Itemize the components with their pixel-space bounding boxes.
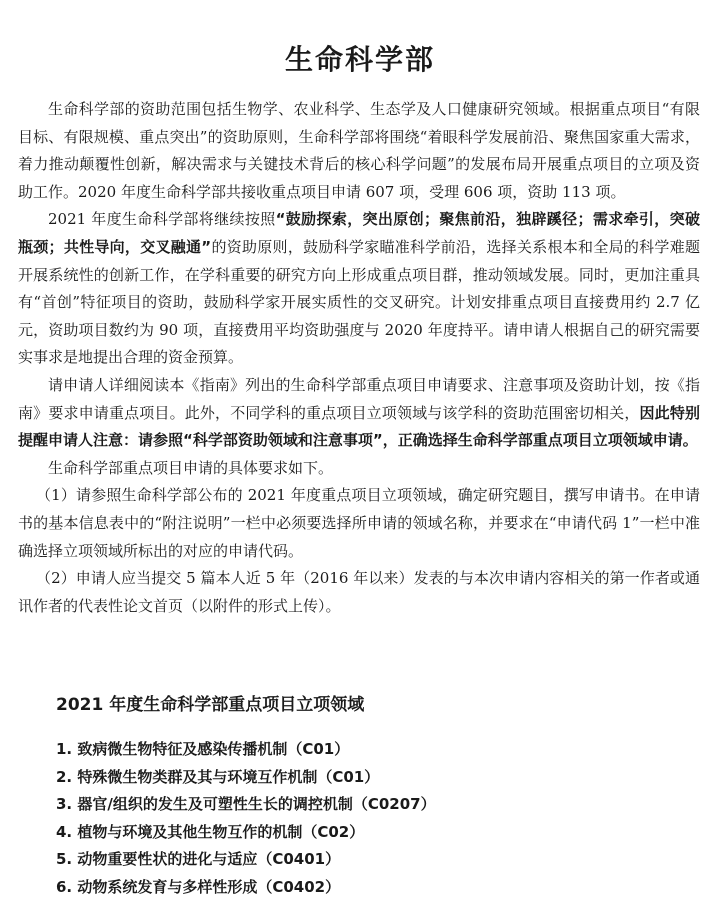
guide-notice-bold-text: 因此特别提醒申请人注意：请参照“科学部资助领域和注意事项”，正确选择生命科学部重点项目立项领域申请。 (18, 403, 700, 450)
list-item: 2. 特殊微生物类群及其与环境互作机制（C01） (56, 767, 380, 786)
list-item: 5. 动物重要性状的进化与适应（C0401） (56, 850, 341, 869)
areas-list (56, 736, 436, 902)
principles-text-lead: 2021 年度生命科学部将继续按照 (48, 210, 276, 229)
guide-notice-text: 请申请人详细阅读本《指南》列出的生命科学部重点项目申请要求、注意事项及资助计划，按《指南》要求申请重点项目。此外，不同学科的重点项目立项领域与该学科的资助范围密切相关， (18, 375, 700, 422)
paragraph-guide-notice (18, 372, 700, 455)
paragraph-scope: 生命科学部的资助范围包括生物学、农业科学、生态学及人口健康研究领域。根据重点项目“有限目标、有限规模、重点突出”的资助原则，生命科学部将围绕“着眼科学发展前沿、聚焦国家重大需求，着力推动颠覆性创新，解决需求与关键技术背后的核心科学问题”的发展布局开展重点项目的立项及资助工作。2020 年度生命科学部共接收重点项目申请 607 项，受理 606 项，资助 113 项。 (18, 100, 700, 201)
requirement-2: （2）申请人应当提交 5 篇本人近 5 年（2016 年以来）发表的与本次申请内容相关的第一作者或通讯作者的代表性论文首页（以附件的形式上传）。 (18, 569, 700, 615)
page-title: 生命科学部 (284, 43, 435, 76)
list-item: 1. 致病微生物特征及感染传播机制（C01） (56, 740, 350, 758)
section-title: 2021 年度生命科学部重点项目立项领域 (56, 695, 365, 715)
paragraph-principles (18, 206, 700, 372)
list-item: 4. 植物与环境及其他生物互作的机制（C02） (56, 822, 365, 841)
principles-text-rest: 的资助原则，鼓励科学家瞄准科学前沿，选择关系根本和全局的科学难题开展系统性的创新工作，在学科重要的研究方向上形成重点项目群，推动领域发展。同时，更加注重具有“首创”特征项目的资助，鼓励科学家开展实质性的交叉研究。计划安排重点项目直接费用约 2.7 亿元，资助项目数约为 90 项，直接费用平均资助强度与 2020 年度持平。请申请人根据自己的研究需要实事求是地提出合理的资金预算。 (18, 237, 700, 367)
principles-bold-text: “鼓励探索，突出原创；聚焦前沿，独辟蹊径；需求牵引，突破瓶颈；共性导向，交叉融通” (18, 210, 700, 256)
document-body (18, 96, 700, 620)
list-item: 3. 器官/组织的发生及可塑性生长的调控机制（C0207） (56, 795, 436, 814)
requirement-1: （1）请参照生命科学部公布的 2021 年度重点项目立项领域，确定研究题目，撰写申请书。在申请书的基本信息表中的“附注说明”一栏中必须要选择所申请的领域名称，并要求在“申请代码 1”一栏中准确选择立项领域所标出的对应的申请代码。 (18, 486, 700, 560)
paragraph-requirements-intro: 生命科学部重点项目申请的具体要求如下。 (48, 458, 334, 477)
list-item: 6. 动物系统发育与多样性形成（C0402） (56, 877, 341, 896)
